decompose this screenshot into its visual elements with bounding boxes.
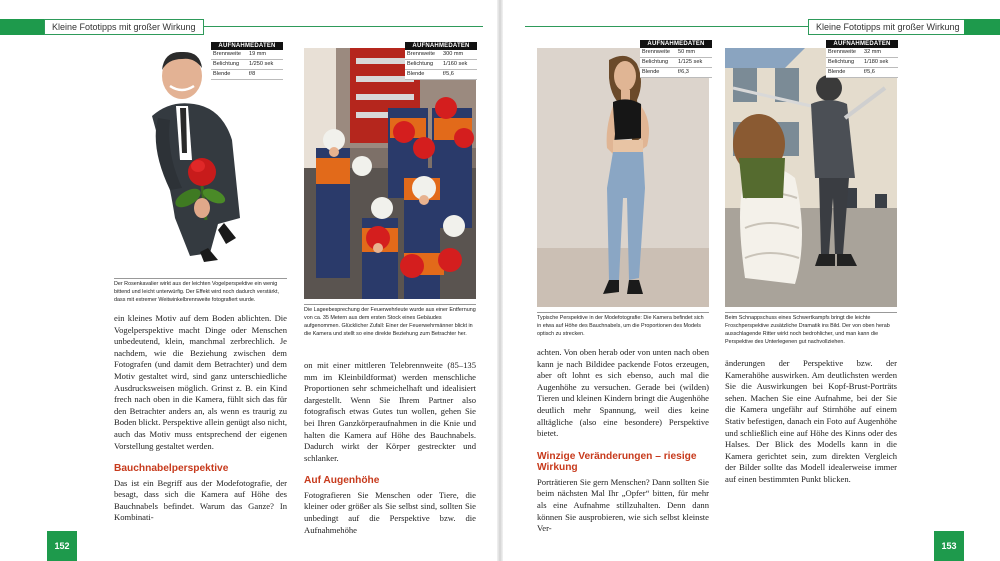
exif-title: AUFNAHMEDATEN	[211, 42, 283, 50]
page-number: 152	[47, 531, 77, 561]
photo-rose-cavalier	[130, 48, 290, 273]
exif-row: Brennweite 50 mm	[640, 48, 712, 58]
body-paragraph: achten. Von oben herab oder von unten nach oben kann je nach Bildidee packende Fotos erzeugen, aber oft lohnt es sich ebenso, auch mal die Augenhöhe zu versuchen. Gerade bei (wilden) Tieren und kleinen Kindern bringt die Augenhöhe deutlich mehr Spannung, weil dies keine alltägliche (also eine besondere) Perspektive bietet.	[537, 347, 709, 439]
caption-photo-2: Die Lageebesprechung der Feuerwehrleute wurde aus einer Entfernung von ca. 35 Metern aus dem ersten Stock eines Gebäudes aufgenommen. Glücklicher Zufall: Einer der Feuerwehrmänner blickt in die Kamera und stellt so eine direkte Beziehung zum Betrachter her.	[304, 304, 476, 339]
photo-fashion-model	[537, 48, 709, 307]
exif-table-2	[405, 42, 477, 80]
section-heading: Bauchnabelperspektive	[114, 463, 229, 475]
firefighters-illustration	[304, 48, 476, 299]
exif-row: Belichtung 1/125 sek	[640, 58, 712, 68]
text-column-1	[114, 313, 287, 524]
photo-sword-fight	[725, 48, 897, 307]
header-rule	[525, 26, 808, 27]
exif-row: Brennweite 32 mm	[826, 48, 898, 58]
section-heading: Auf Augenhöhe	[304, 475, 380, 487]
caption-photo-4: Beim Schnappschuss eines Schwertkampfs bringt die leichte Froschperspektive zusätzliche Dramatik ins Bild. Der von oben herab ausschlagende Ritter wirkt noch bedrohlicher, und man kann die Perspektive des Unterlegenen gut nachvollziehen.	[725, 312, 897, 347]
fashion-model-illustration	[537, 48, 709, 307]
body-paragraph: änderungen der Perspektive bzw. der Kamerahöhe auswirken. Am deutlichsten werden Sie die Auswirkungen bei Kopf-Brust-Porträts sehen. Machen Sie eine Aufnahme, bei der Sie die Kamera ungefähr auf Stirnhöhe auf einem Stativ befestigen, danach ein Foto auf Augenhöhe und schließlich eine auf Höhe des Kinns oder des Halses. Der Blick des Modells kann in die Kamera gerichtet sein, zum direkten Vergleich der Bilder sollte das Modell idealerweise immer auf einen bestimmten Punkt blicken.	[725, 358, 897, 484]
body-paragraph: Porträtieren Sie gern Menschen? Dann sollten Sie beim nächsten Mal Ihr „Opfer“ bitten, für mehr als eine Aufnahme stillzuhalten. Denn dann können Sie ausprobieren, wie sich selbst kleinste Ver-	[537, 476, 709, 534]
sword-fight-illustration	[725, 48, 897, 307]
body-paragraph: on mit einer mittleren Telebrennweite (85–135 mm im Kleinbildformat) werden menschliche Proportionen sehr schmeichelhaft und idealisiert dargestellt. Wenn Sie Ihrem Partner also fotografisch etwas Gutes tun wollen, gehen Sie bei Ihren Ganzkörperaufnahmen in die Knie und halten die Kamera auf Höhe des Bauchnabels. Dadurch wirkt der Körper gestreckter und schlanker.	[304, 360, 476, 463]
caption-photo-1: Der Rosenkavalier wirkt aus der leichten Vogelperspektive ein wenig bittend und leicht unterwürfig. Der Effekt wird noch dadurch verstärkt, dass mit extremer Weitwinkelbrennweite fotografiert wurde.	[114, 278, 287, 305]
exif-row: Brennweite 19 mm	[211, 50, 283, 60]
exif-title: AUFNAHMEDATEN	[640, 40, 712, 48]
text-column-2	[304, 360, 476, 536]
exif-table-3	[640, 40, 712, 78]
rose-cavalier-illustration	[130, 48, 290, 273]
photo-firefighters	[304, 48, 476, 299]
body-paragraph: Fotografieren Sie Menschen oder Tiere, die kleiner oder größer als Sie selbst sind, sollten Sie unbedingt auf die Perspektive bzw. die Aufnahmehöhe	[304, 489, 476, 535]
section-heading: Winzige Veränderungen – riesige Wirkung	[537, 450, 697, 474]
text-column-4	[725, 358, 897, 486]
exif-row: Belichtung 1/250 sek	[211, 60, 283, 70]
body-paragraph: Das ist ein Begriff aus der Modefotografie, der besagt, dass sich die Kamera auf Höhe des Bauchnabels befindet. Warum das Ganze? In Kombinati-	[114, 477, 287, 523]
left-page	[0, 0, 497, 561]
exif-row: Blende f/5,6	[405, 70, 477, 80]
exif-title: AUFNAHMEDATEN	[826, 40, 898, 48]
exif-row: Blende f/6,3	[640, 68, 712, 78]
page-number: 153	[934, 531, 964, 561]
body-paragraph: ein kleines Motiv auf dem Boden ablichten. Die Vogelperspektive macht Dinge oder Menschen unbedeutend, klein, manchmal zerbrechlich. Je nachdem, wie die Beziehung zwischen dem Fotografen (und damit dem Betrachter) und dem Motiv gestaltet wird, sind ganz unterschiedliche Ausdrucksweisen möglich. Grinst z. B. ein Kind frech nach oben in die Kamera, fühlt sich das für den Betrachter anders an, als wenn es traurig zu Boden blickt. Perspektive allein genügt also nicht, auch das Motiv muss entsprechend der eigenen Vorstellung gestaltet werden.	[114, 313, 287, 451]
header-bar-accent	[964, 19, 1000, 35]
right-page	[503, 0, 1000, 561]
running-header: Kleine Fototipps mit großer Wirkung	[808, 19, 968, 35]
exif-row: Belichtung 1/160 sek	[405, 60, 477, 70]
exif-row: Brennweite 300 mm	[405, 50, 477, 60]
exif-table-4	[826, 40, 898, 78]
exif-title: AUFNAHMEDATEN	[405, 42, 477, 50]
running-header: Kleine Fototipps mit großer Wirkung	[44, 19, 204, 35]
caption-photo-3: Typische Perspektive in der Modefotografie: Die Kamera befindet sich in etwa auf Höhe des Bauchnabels, um die Proportionen des Models optisch zu strecken.	[537, 312, 709, 339]
exif-row: Blende f/5,6	[826, 68, 898, 78]
exif-row: Belichtung 1/180 sek	[826, 58, 898, 68]
text-column-3	[537, 347, 709, 535]
header-bar-accent	[0, 19, 44, 35]
exif-table-1	[211, 42, 283, 80]
exif-row: Blende f/8	[211, 70, 283, 80]
